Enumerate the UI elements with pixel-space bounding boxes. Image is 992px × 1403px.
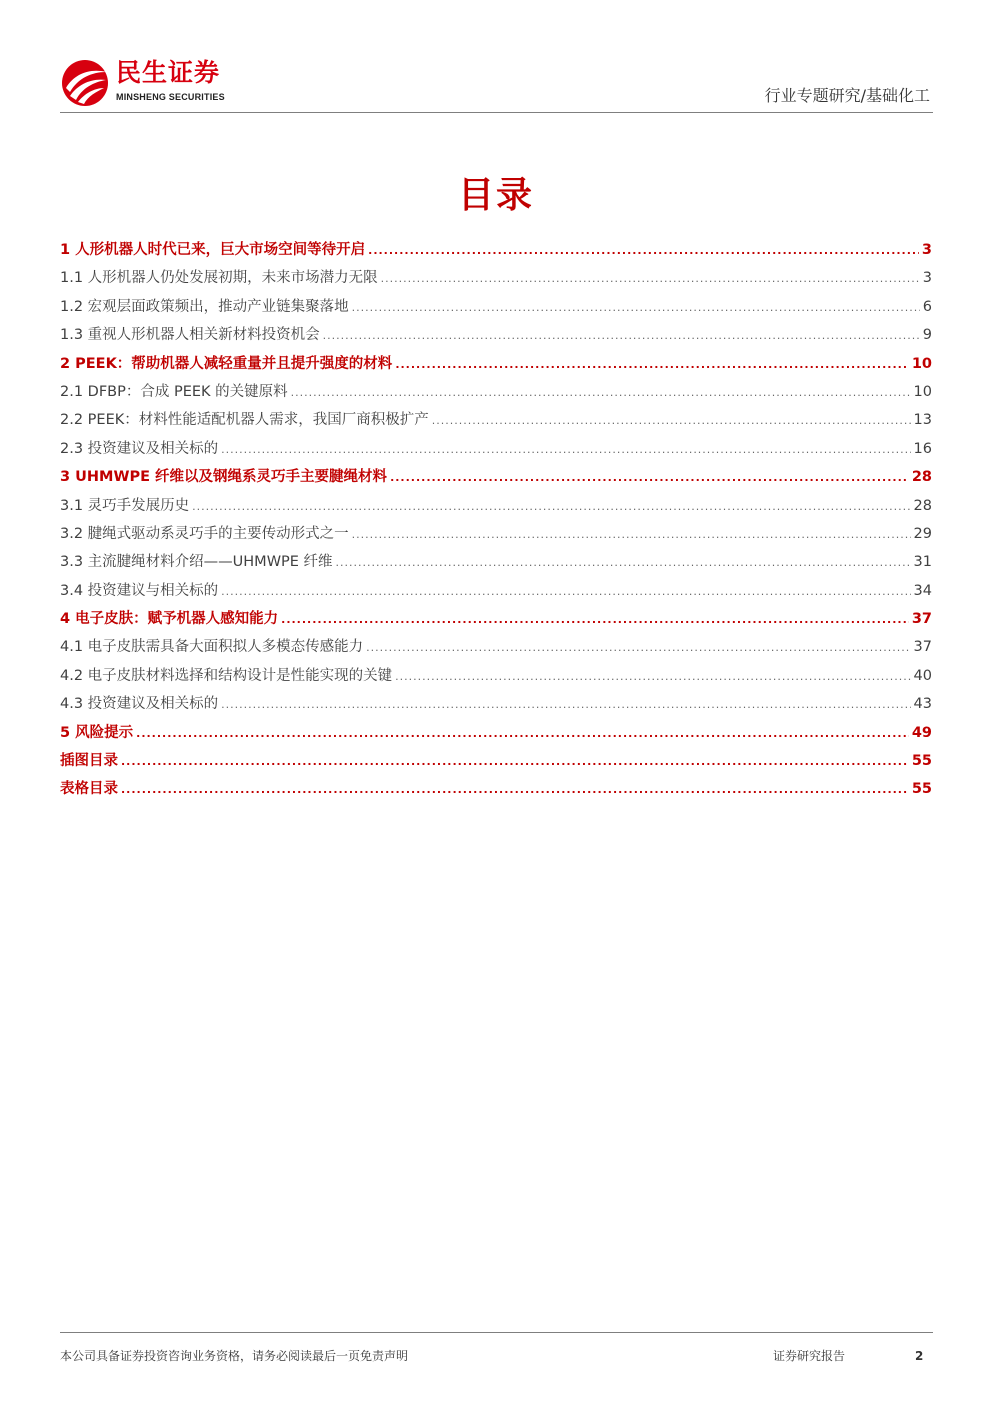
toc-entry-subsection[interactable] xyxy=(60,378,932,406)
toc-entry-title: 1.1 人形机器人仍处发展初期，未来市场潜力无限 xyxy=(60,270,378,287)
toc-entry-title: 插图目录 xyxy=(60,753,118,770)
toc-entry-section[interactable] xyxy=(60,236,932,264)
toc-entry-page: 37 xyxy=(911,611,932,628)
toc-entry-page: 10 xyxy=(913,383,932,400)
toc-entry-page: 49 xyxy=(911,724,932,741)
footer-disclaimer: 本公司具备证券投资咨询业务资格，请务必阅读最后一页免责声明 xyxy=(60,1349,409,1363)
toc-dot-leader xyxy=(432,407,911,435)
toc-dot-leader xyxy=(395,351,909,379)
toc-entry-page: 34 xyxy=(913,582,932,599)
toc-entry-page: 9 xyxy=(922,327,932,344)
toc-title: 目录 xyxy=(457,175,534,216)
toc-dot-leader xyxy=(352,294,920,322)
toc-entry-title: 3.4 投资建议与相关标的 xyxy=(60,582,219,599)
toc-entry-title: 2.3 投资建议及相关标的 xyxy=(60,440,219,457)
toc-entry-title: 4.1 电子皮肤需具备大面积拟人多模态传感能力 xyxy=(60,639,364,656)
toc-entry-section[interactable] xyxy=(60,719,932,747)
toc-entry-page: 3 xyxy=(921,242,932,258)
toc-entry-subsection[interactable] xyxy=(60,492,932,520)
toc-entry-title: 5 风险提示 xyxy=(60,724,134,741)
toc-entry-title: 3.1 灵巧手发展历史 xyxy=(60,497,190,514)
toc-entry-subsection[interactable] xyxy=(60,662,932,690)
toc-entry-title: 1.2 宏观层面政策频出，推动产业链集聚落地 xyxy=(60,298,349,315)
toc-dot-leader xyxy=(281,606,909,634)
toc-entry-section[interactable] xyxy=(60,463,932,491)
logo-name-cn: 民生证券 xyxy=(116,58,221,87)
toc-entry-subsection[interactable] xyxy=(60,690,932,718)
toc-dot-leader xyxy=(390,464,909,492)
toc-dot-leader xyxy=(121,776,909,804)
toc-entry-section[interactable] xyxy=(60,605,932,633)
table-of-contents xyxy=(60,236,932,804)
footer-divider xyxy=(60,1332,933,1333)
toc-dot-leader xyxy=(395,663,910,691)
toc-entry-subsection[interactable] xyxy=(60,633,932,661)
toc-entry-title: 1 人形机器人时代已来，巨大市场空间等待开启 xyxy=(60,242,366,258)
toc-entry-subsection[interactable] xyxy=(60,406,932,434)
toc-entry-page: 40 xyxy=(913,667,932,684)
toc-dot-leader xyxy=(381,265,920,293)
toc-dot-leader xyxy=(121,748,909,776)
toc-entry-title: 1.3 重视人形机器人相关新材料投资机会 xyxy=(60,327,320,344)
toc-entry-subsection[interactable] xyxy=(60,548,932,576)
minsheng-logo-icon xyxy=(60,58,110,108)
toc-entry-title: 3 UHMWPE 纤维以及钢绳系灵巧手主要腱绳材料 xyxy=(60,469,388,486)
toc-entry-subsection[interactable] xyxy=(60,435,932,463)
toc-entry-subsection[interactable] xyxy=(60,321,932,349)
toc-entry-subsection[interactable] xyxy=(60,293,932,321)
footer-report-type: 证券研究报告 xyxy=(773,1349,846,1363)
toc-entry-page: 55 xyxy=(911,781,932,798)
toc-entry-title: 3.3 主流腱绳材料介绍——UHMWPE 纤维 xyxy=(60,554,333,571)
toc-entry-title: 4.2 电子皮肤材料选择和结构设计是性能实现的关键 xyxy=(60,667,393,684)
toc-dot-leader xyxy=(352,521,911,549)
toc-entry-page: 3 xyxy=(922,270,932,287)
toc-dot-leader xyxy=(291,379,911,407)
toc-entry-page: 29 xyxy=(913,525,932,542)
toc-entry-page: 16 xyxy=(913,440,932,457)
toc-entry-page: 37 xyxy=(913,639,932,656)
toc-dot-leader xyxy=(136,720,909,748)
toc-entry-section[interactable] xyxy=(60,350,932,378)
toc-dot-leader xyxy=(221,691,910,719)
toc-entry-subsection[interactable] xyxy=(60,577,932,605)
toc-entry-page: 28 xyxy=(913,497,932,514)
toc-dot-leader xyxy=(221,578,910,606)
page-header xyxy=(0,0,992,120)
header-divider xyxy=(60,112,933,113)
report-category: 行业专题研究/基础化工 xyxy=(764,86,930,105)
toc-dot-leader xyxy=(221,436,910,464)
toc-entry-subsection[interactable] xyxy=(60,520,932,548)
toc-entry-page: 28 xyxy=(911,469,932,486)
toc-entry-section[interactable] xyxy=(60,747,932,775)
page-number: 2 xyxy=(915,1349,924,1363)
toc-entry-page: 10 xyxy=(911,355,932,372)
toc-entry-subsection[interactable] xyxy=(60,264,932,292)
company-logo xyxy=(60,58,260,108)
toc-entry-title: 表格目录 xyxy=(60,781,118,798)
toc-entry-title: 2 PEEK：帮助机器人减轻重量并且提升强度的材料 xyxy=(60,355,393,372)
toc-entry-title: 3.2 腱绳式驱动系灵巧手的主要传动形式之一 xyxy=(60,525,349,542)
toc-entry-title: 2.1 DFBP：合成 PEEK 的关键原料 xyxy=(60,383,288,400)
toc-entry-page: 55 xyxy=(911,753,932,770)
toc-dot-leader xyxy=(336,549,911,577)
toc-entry-title: 2.2 PEEK：材料性能适配机器人需求，我国厂商积极扩产 xyxy=(60,412,429,429)
logo-name-en: MINSHENG SECURITIES xyxy=(116,92,225,102)
toc-entry-title: 4 电子皮肤：赋予机器人感知能力 xyxy=(60,611,279,628)
toc-entry-page: 6 xyxy=(922,298,932,315)
toc-entry-page: 13 xyxy=(913,412,932,429)
toc-entry-page: 43 xyxy=(913,696,932,713)
toc-dot-leader xyxy=(192,493,910,521)
toc-entry-title: 4.3 投资建议及相关标的 xyxy=(60,696,219,713)
toc-dot-leader xyxy=(368,237,919,265)
toc-dot-leader xyxy=(366,634,910,662)
toc-entry-page: 31 xyxy=(913,554,932,571)
toc-dot-leader xyxy=(323,322,920,350)
toc-entry-section[interactable] xyxy=(60,775,932,803)
